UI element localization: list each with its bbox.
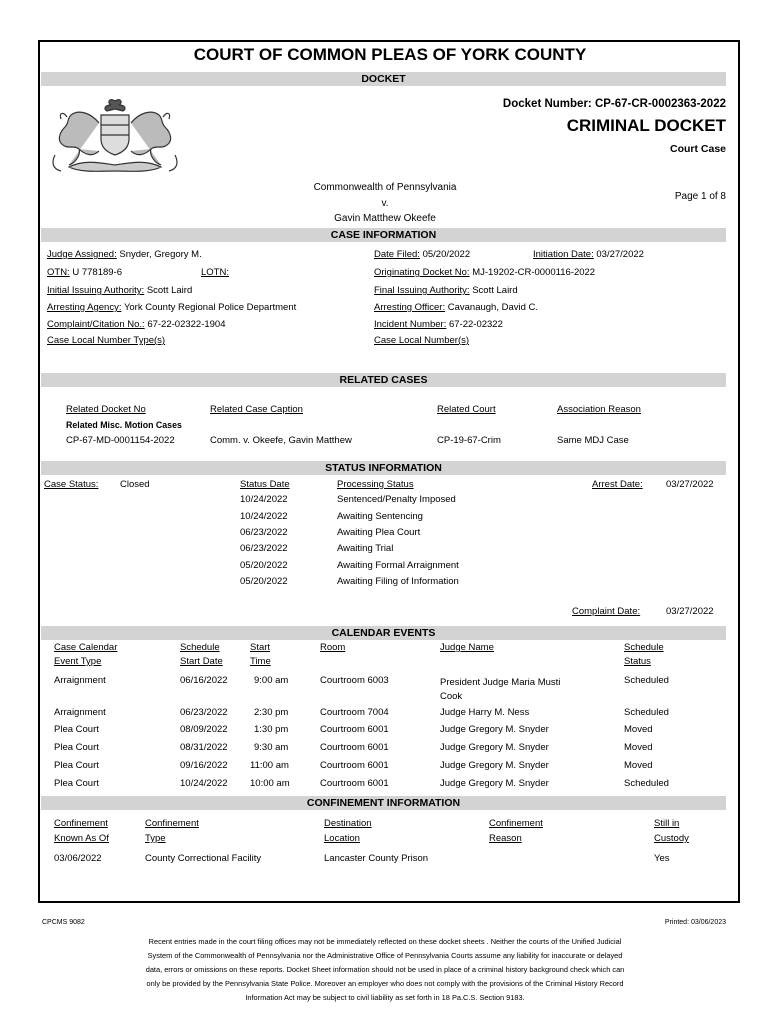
disclaimer-line: only be provided by the Pennsylvania State Police. Moreover an employer who does not comply with the provisions of the Criminal History Record: [146, 979, 624, 988]
cal-row-date: 06/23/2022: [180, 707, 228, 718]
court-title: COURT OF COMMON PLEAS OF YORK COUNTY: [193, 45, 587, 64]
arrest-date-label: Arrest Date:: [592, 479, 643, 490]
status-row-status: Awaiting Formal Arraignment: [337, 560, 459, 571]
caption-versus: v.: [381, 198, 389, 209]
cal-event-col-1: Case Calendar: [54, 642, 118, 653]
incident-number-value: 67-22-02322: [448, 319, 503, 330]
otn-value: U 778189-6: [72, 267, 122, 278]
cal-row-date: 08/31/2022: [180, 742, 228, 753]
cal-row-time: 9:30 am: [254, 742, 289, 753]
case-local-number-type-label: Case Local Number Type(s): [47, 335, 166, 346]
cal-row-room: Courtroom 6001: [320, 724, 389, 735]
date-filed: [374, 249, 470, 260]
cal-row-time: 1:30 pm: [254, 724, 289, 735]
cal-row-judge: Judge Gregory M. Snyder: [440, 778, 549, 789]
cal-status-col-1: Schedule: [624, 642, 664, 653]
status-row-date: 06/23/2022: [240, 543, 288, 554]
cal-row-date: 09/16/2022: [180, 760, 228, 771]
related-cases-header: RELATED CASES: [41, 373, 726, 387]
disclaimer-line: data, errors or omissions on these reports. Docket Sheet information should not be used in place of a criminal history background check which can: [145, 965, 625, 974]
arresting-agency-label: Arresting Agency:: [47, 302, 122, 313]
incident-number: [374, 319, 503, 330]
calendar-events-header: CALENDAR EVENTS: [41, 626, 726, 640]
otn-label: OTN:: [47, 267, 70, 278]
case-status-label: Case Status:: [44, 479, 99, 490]
cal-row-room: Courtroom 6001: [320, 778, 389, 789]
status-row-date: 05/20/2022: [240, 560, 288, 571]
conf-known-col-2: Known As Of: [54, 833, 109, 844]
conf-dest-value: Lancaster County Prison: [324, 853, 429, 864]
confinement-information-header: CONFINEMENT INFORMATION: [41, 796, 726, 810]
cal-row-status: Scheduled: [624, 707, 669, 718]
cal-time-col-1: Start: [250, 642, 271, 653]
cal-row-status: Moved: [624, 760, 653, 771]
conf-custody-col-1: Still in: [654, 818, 680, 829]
cal-status-col-2: Status: [624, 656, 651, 667]
association-reason-col: Association Reason: [557, 404, 641, 415]
final-issuing-authority: [374, 285, 518, 296]
conf-type-value: County Correctional Facility: [145, 853, 262, 864]
originating-docket-value: MJ-19202-CR-0000116-2022: [472, 267, 596, 278]
cal-row-type: Arraignment: [54, 707, 106, 718]
cal-row-date: 10/24/2022: [180, 778, 228, 789]
conf-type-col-2: Type: [145, 833, 166, 844]
status-row-status: Awaiting Trial: [337, 543, 394, 554]
association-reason-value: Same MDJ Case: [557, 435, 629, 446]
disclaimer-line: Information Act may be subject to civil liability as set forth in 18 Pa.C.S. Section 9183.: [245, 993, 525, 1002]
cal-start-col-1: Schedule: [180, 642, 220, 653]
cal-row-judge: President Judge Maria Musti: [440, 677, 561, 688]
related-group-label: Related Misc. Motion Cases: [66, 420, 182, 430]
criminal-docket-title: CRIMINAL DOCKET: [566, 116, 726, 135]
docket-number: Docket Number: CP-67-CR-0002363-2022: [502, 98, 726, 110]
cal-row-time: 11:00 am: [250, 760, 289, 771]
related-court-value: CP-19-67-Crim: [437, 435, 501, 446]
date-filed-value: 05/20/2022: [422, 249, 471, 260]
cal-row-time: 10:00 am: [250, 778, 290, 789]
final-issuing-authority-label: Final Issuing Authority:: [374, 285, 470, 296]
initiation-date-label: Initiation Date:: [533, 249, 594, 260]
arrest-date-value: 03/27/2022: [666, 479, 714, 490]
originating-docket: [374, 267, 595, 278]
complaint-date-label: Complaint Date:: [572, 606, 641, 617]
cal-row-type: Plea Court: [54, 778, 99, 789]
date-filed-label: Date Filed:: [374, 249, 420, 260]
initiation-date: [533, 249, 644, 260]
arresting-officer-label: Arresting Officer:: [374, 302, 446, 313]
cal-row-status: Scheduled: [624, 675, 669, 686]
cal-row-date: 08/09/2022: [180, 724, 228, 735]
conf-custody-col-2: Custody: [654, 833, 689, 844]
related-docket-col: Related Docket No: [66, 404, 146, 415]
conf-known-value: 03/06/2022: [54, 853, 102, 864]
conf-type-col-1: Confinement: [145, 818, 199, 829]
pennsylvania-seal-icon: [45, 93, 185, 178]
related-court-col: Related Court: [437, 404, 496, 415]
cal-row-date: 06/16/2022: [180, 675, 228, 686]
complaint-citation-label: Complaint/Citation No.:: [47, 319, 145, 330]
status-row-date: 05/20/2022: [240, 576, 288, 587]
cal-row-room: Courtroom 6001: [320, 742, 389, 753]
cal-room-col: Room: [320, 642, 346, 653]
caption-defendant: Gavin Matthew Okeefe: [334, 213, 436, 224]
arresting-agency-value: York County Regional Police Department: [123, 302, 297, 313]
cal-row-time: 2:30 pm: [254, 707, 289, 718]
related-caption-value: Comm. v. Okeefe, Gavin Matthew: [210, 435, 352, 446]
cal-row-room: Courtroom 7004: [320, 707, 389, 718]
otn: [47, 267, 122, 278]
status-row-date: 10/24/2022: [240, 494, 288, 505]
cal-row-type: Plea Court: [54, 760, 99, 771]
cal-row-judge-cont: Cook: [440, 691, 463, 702]
cal-event-col-2: Event Type: [54, 656, 102, 667]
cal-judge-col: Judge Name: [440, 642, 494, 653]
complaint-citation-value: 67-22-02322-1904: [147, 319, 226, 330]
cal-time-col-2: Time: [250, 656, 271, 667]
status-row-date: 06/23/2022: [240, 527, 288, 538]
form-id: CPCMS 9082: [42, 919, 85, 926]
initial-issuing-authority-value: Scott Laird: [146, 285, 193, 296]
status-row-status: Awaiting Plea Court: [337, 527, 421, 538]
cal-row-status: Scheduled: [624, 778, 669, 789]
judge-assigned-label: Judge Assigned:: [47, 249, 117, 260]
initial-issuing-authority: [47, 285, 192, 296]
case-information-header: CASE INFORMATION: [41, 228, 726, 242]
related-docket-value: CP-67-MD-0001154-2022: [66, 435, 175, 446]
conf-reason-col-2: Reason: [489, 833, 522, 844]
cal-row-status: Moved: [624, 724, 653, 735]
originating-docket-label: Originating Docket No:: [374, 267, 470, 278]
cal-row-judge: Judge Gregory M. Snyder: [440, 742, 549, 753]
cal-row-type: Arraignment: [54, 675, 106, 686]
initial-issuing-authority-label: Initial Issuing Authority:: [47, 285, 145, 296]
cal-row-type: Plea Court: [54, 742, 99, 753]
conf-dest-col-2: Location: [324, 833, 360, 844]
status-row-status: Awaiting Sentencing: [337, 511, 423, 522]
complaint-citation: [47, 319, 226, 330]
processing-status-col: Processing Status: [337, 479, 414, 490]
cal-row-room: Courtroom 6003: [320, 675, 389, 686]
arresting-officer: [374, 302, 538, 313]
status-row-date: 10/24/2022: [240, 511, 288, 522]
page-indicator: Page 1 of 8: [674, 191, 726, 202]
cal-start-col-2: Start Date: [180, 656, 223, 667]
status-row-status: Awaiting Filing of Information: [337, 576, 459, 587]
cal-row-judge: Judge Gregory M. Snyder: [440, 724, 549, 735]
arresting-officer-value: Cavanaugh, David C.: [447, 302, 539, 313]
disclaimer-line: Recent entries made in the court filing offices may not be immediately reflected on these docket sheets . Neither the courts of the Unified Judicial: [148, 937, 622, 946]
disclaimer-line: System of the Commonwealth of Pennsylvania nor the Administrative Office of Pennsylvania Courts assume any liability for inaccurate or delayed: [147, 951, 623, 960]
conf-reason-col-1: Confinement: [489, 818, 543, 829]
conf-known-col-1: Confinement: [54, 818, 108, 829]
cal-row-judge: Judge Harry M. Ness: [440, 707, 530, 718]
caption-plaintiff: Commonwealth of Pennsylvania: [313, 182, 457, 193]
related-caption-col: Related Case Caption: [210, 404, 303, 415]
cal-row-judge: Judge Gregory M. Snyder: [440, 760, 549, 771]
judge-assigned-value: Snyder, Gregory M.: [119, 249, 202, 260]
complaint-date-value: 03/27/2022: [666, 606, 714, 617]
conf-custody-value: Yes: [654, 853, 670, 864]
status-information-header: STATUS INFORMATION: [41, 461, 726, 475]
court-case-label: Court Case: [669, 143, 726, 155]
status-row-status: Sentenced/Penalty Imposed: [337, 494, 456, 505]
conf-dest-col-1: Destination: [324, 818, 372, 829]
printed-date: Printed: 03/06/2023: [664, 919, 726, 926]
docket-band: DOCKET: [41, 72, 726, 86]
incident-number-label: Incident Number:: [374, 319, 447, 330]
judge-assigned: [47, 249, 202, 260]
case-local-number-label: Case Local Number(s): [374, 335, 470, 346]
lotn-label: LOTN:: [201, 267, 229, 278]
cal-row-room: Courtroom 6001: [320, 760, 389, 771]
cal-row-status: Moved: [624, 742, 653, 753]
status-date-col: Status Date: [240, 479, 290, 490]
final-issuing-authority-value: Scott Laird: [472, 285, 518, 296]
initiation-date-value: 03/27/2022: [596, 249, 644, 260]
arresting-agency: [47, 302, 296, 313]
case-status-value: Closed: [120, 479, 150, 490]
cal-row-type: Plea Court: [54, 724, 99, 735]
cal-row-time: 9:00 am: [254, 675, 289, 686]
